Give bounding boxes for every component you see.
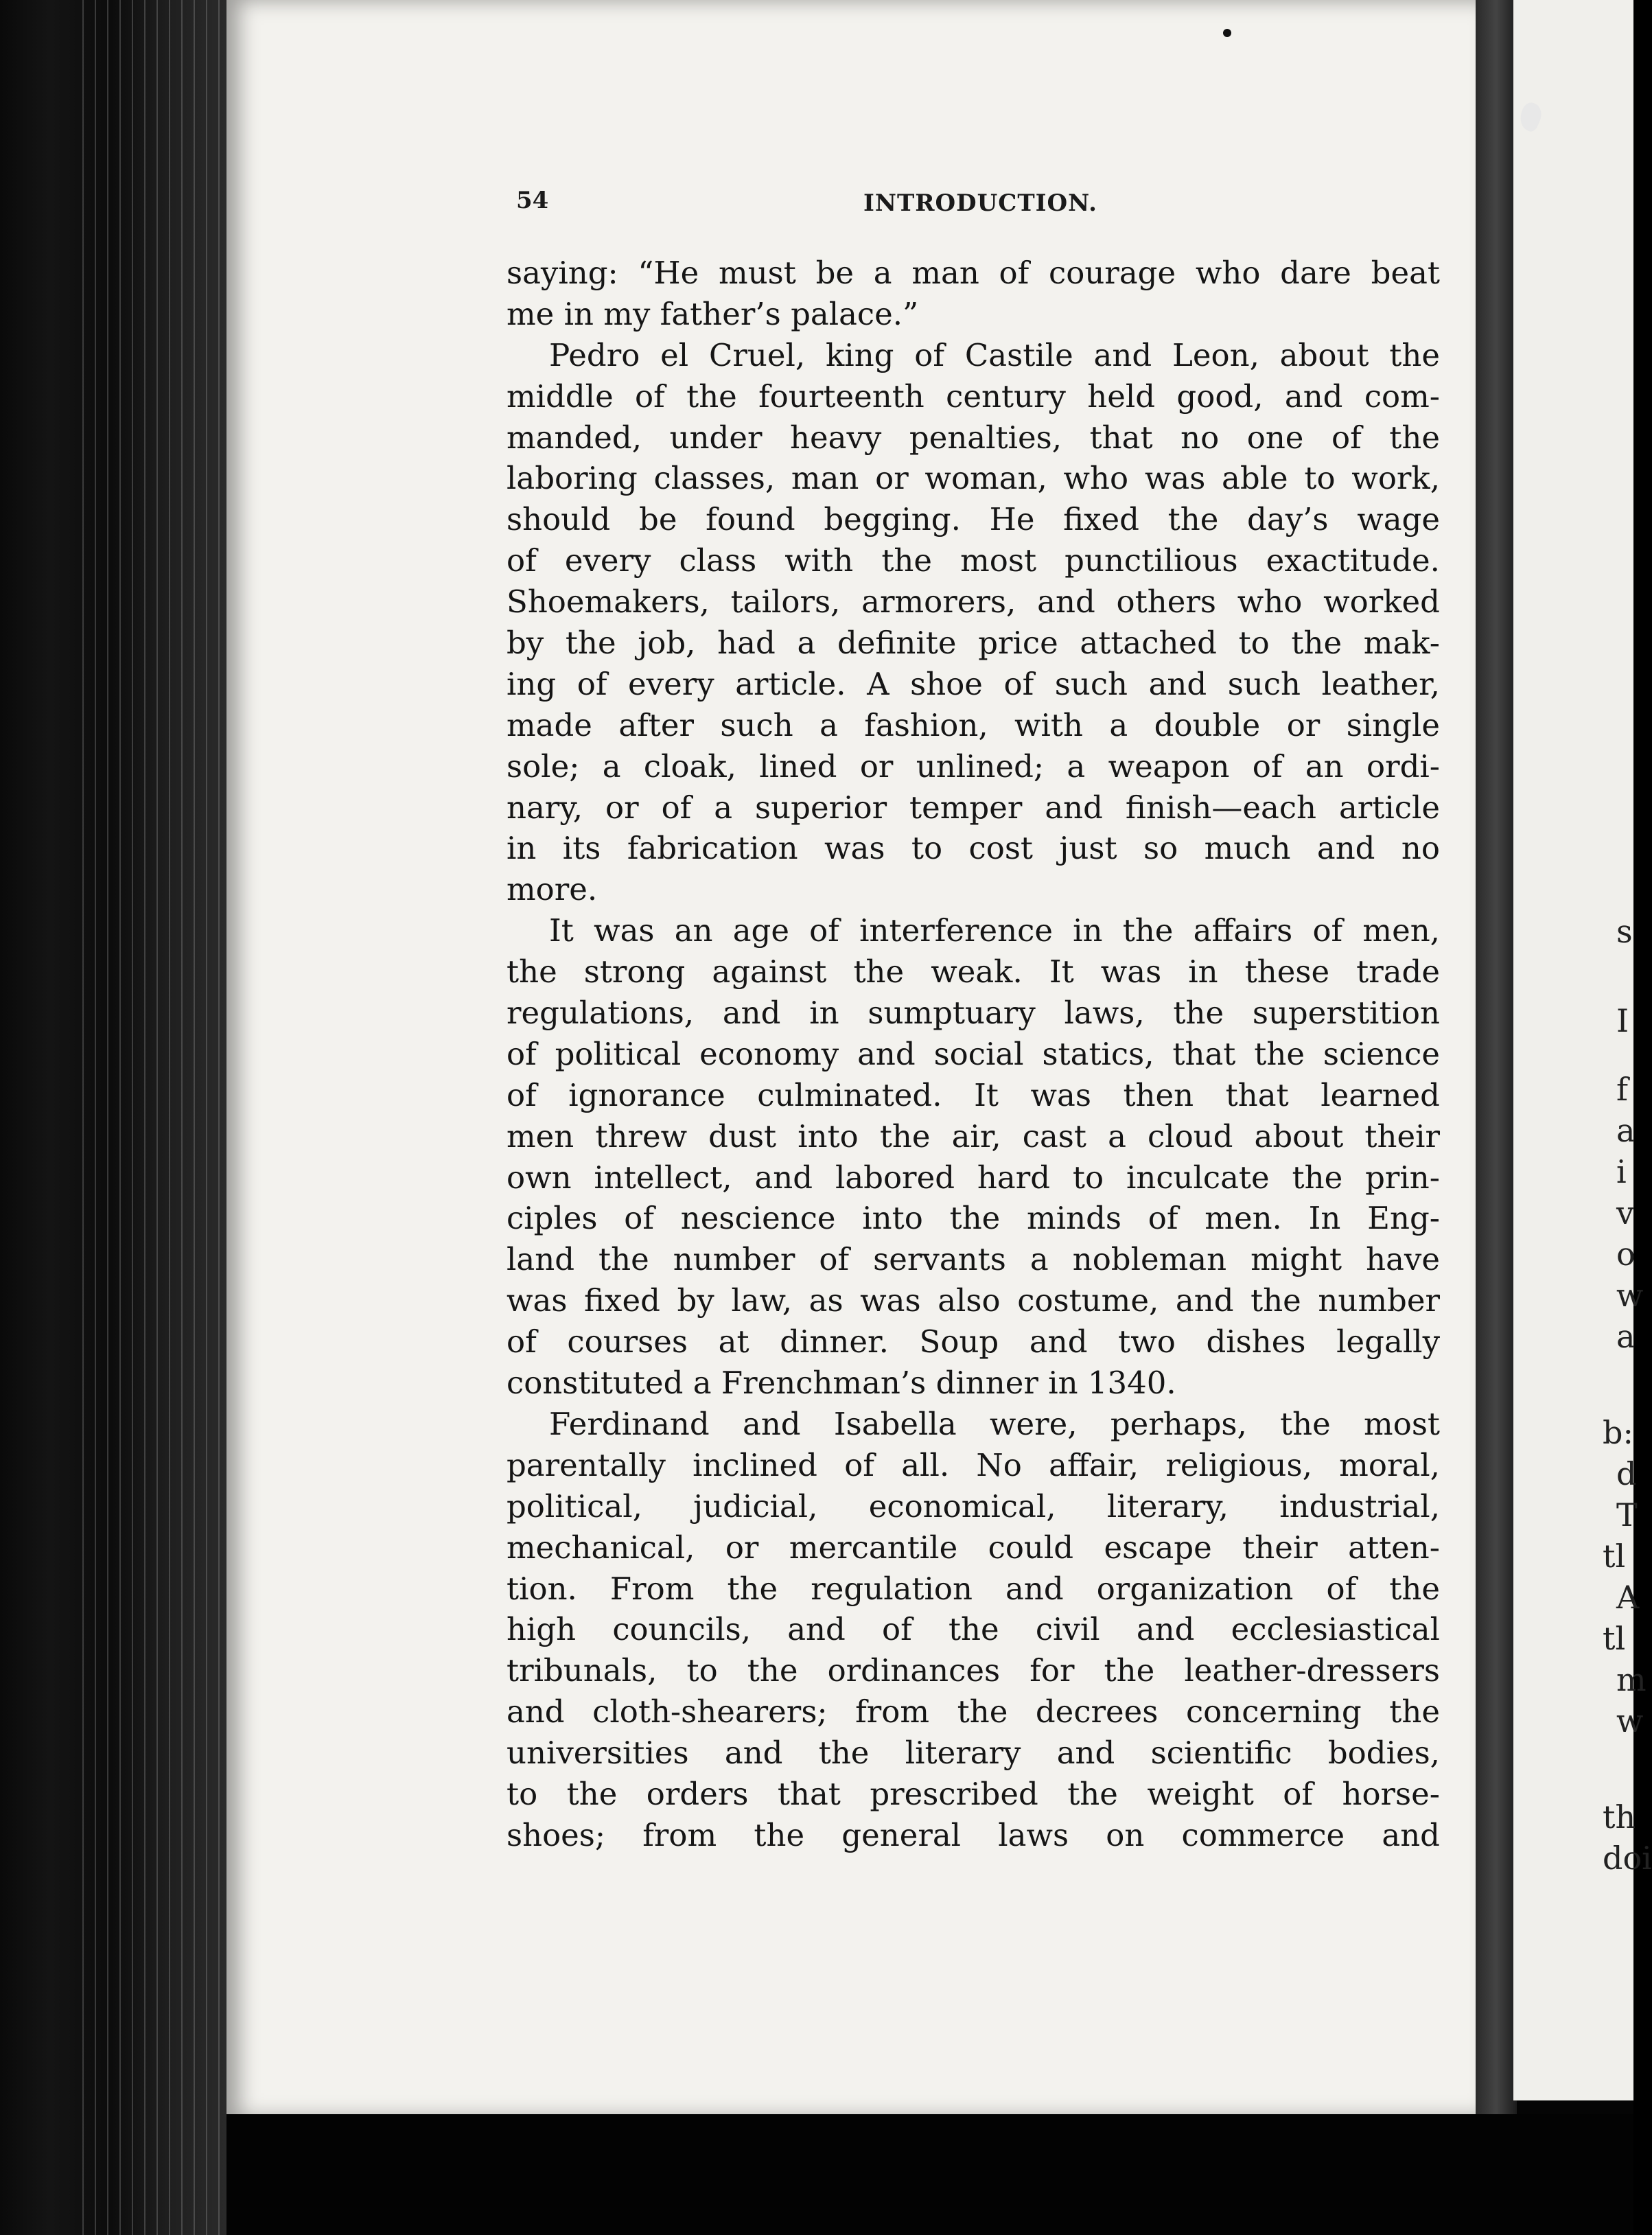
facing-page-fragment: w	[1616, 1702, 1644, 1739]
text-line: regulations, and in sumptuary laws, the superstition	[507, 995, 1440, 1032]
text-line: and cloth-shearers; from the decrees concerning the	[507, 1693, 1440, 1730]
text-line: was fixed by law, as was also costume, and the number	[507, 1282, 1440, 1319]
text-line: laboring classes, man or woman, who was able to work,	[507, 460, 1440, 497]
text-line: middle of the fourteenth century held good, and com-	[507, 378, 1440, 415]
facing-page-fragment: tl	[1603, 1538, 1626, 1575]
facing-page-fragment: d	[1616, 1455, 1637, 1492]
text-line: sole; a cloak, lined or unlined; a weapon of an ordi-	[507, 748, 1440, 785]
text-line: mechanical, or mercantile could escape their atten-	[507, 1529, 1440, 1566]
facing-page-fragment: doi	[1603, 1840, 1652, 1877]
facing-page-fragment: f	[1616, 1071, 1629, 1108]
page-edges	[82, 0, 247, 2235]
facing-page-fragment: a	[1616, 1318, 1636, 1355]
ink-speck	[1223, 29, 1231, 37]
text-line: political, judicial, economical, literary, industrial,	[507, 1487, 1440, 1525]
text-line: ciples of nescience into the minds of men. In Eng-	[507, 1200, 1440, 1237]
facing-page-fragment: v	[1616, 1194, 1634, 1231]
body-text	[507, 253, 1440, 1856]
text-line: ing of every article. A shoe of such and such leather,	[507, 665, 1440, 702]
text-line: high councils, and of the civil and ecclesiastical	[507, 1611, 1440, 1648]
text-line: manded, under heavy penalties, that no one of the	[507, 419, 1440, 456]
text-line: nary, or of a superior temper and finish—each article	[507, 789, 1440, 826]
facing-page-fragment: m	[1616, 1661, 1647, 1698]
facing-page-fragment: T	[1616, 1496, 1638, 1533]
text-line: Ferdinand and Isabella were, perhaps, the most	[549, 1405, 1440, 1442]
text-line: It was an age of interference in the affairs of men,	[549, 912, 1440, 949]
text-line: should be found begging. He fixed the day’s wage	[507, 501, 1440, 538]
text-line: of political economy and social statics, that the science	[507, 1035, 1440, 1072]
facing-page-fragment: o	[1616, 1236, 1636, 1273]
facing-page-fragment: i	[1616, 1153, 1627, 1190]
text-line: land the number of servants a nobleman might have	[507, 1241, 1440, 1278]
text-line: of courses at dinner. Soup and two dishes legally	[507, 1323, 1440, 1360]
running-head: INTRODUCTION.	[863, 189, 1097, 217]
facing-page-fragment: I	[1616, 1002, 1629, 1039]
bottom-shadow	[226, 2114, 1633, 2235]
page-number: 54	[516, 187, 549, 214]
text-line: universities and the literary and scientific bodies,	[507, 1735, 1440, 1772]
facing-page-fragment: a	[1616, 1112, 1636, 1149]
gutter-shadow	[1476, 0, 1517, 2118]
facing-page-fragment: s	[1616, 913, 1633, 950]
text-line: constituted a Frenchman’s dinner in 1340.	[507, 1365, 1176, 1402]
text-line: to the orders that prescribed the weight of horse-	[507, 1775, 1440, 1812]
facing-page-fragment: w	[1616, 1277, 1644, 1314]
text-line: tribunals, to the ordinances for the leather-dressers	[507, 1652, 1440, 1689]
text-line: more.	[507, 871, 598, 908]
text-line: shoes; from the general laws on commerce and	[507, 1816, 1440, 1853]
text-line: the strong against the weak. It was in these trade	[507, 953, 1440, 991]
text-line: made after such a fashion, with a double or single	[507, 706, 1440, 743]
text-line: Pedro el Cruel, king of Castile and Leon, about the	[549, 336, 1440, 373]
text-line: men threw dust into the air, cast a cloud about their	[507, 1118, 1440, 1155]
facing-page-fragment: tl	[1603, 1620, 1626, 1657]
text-line: of ignorance culminated. It was then that learned	[507, 1076, 1440, 1113]
text-line: by the job, had a definite price attached to the mak-	[507, 625, 1440, 662]
facing-page-fragment: b:	[1603, 1414, 1633, 1451]
text-line: own intellect, and labored hard to inculcate the prin-	[507, 1159, 1440, 1196]
facing-page-fragment: th	[1603, 1798, 1636, 1836]
text-line: of every class with the most punctilious exactitude.	[507, 542, 1440, 579]
facing-page-fragment: A	[1616, 1579, 1640, 1616]
text-line: saying: “He must be a man of courage who dare beat	[507, 255, 1440, 291]
text-line: in its fabrication was to cost just so much and no	[507, 830, 1440, 867]
text-line: parentally inclined of all. No affair, religious, moral,	[507, 1446, 1440, 1483]
facing-page	[1513, 0, 1652, 2100]
text-line: tion. From the regulation and organization of the	[507, 1570, 1440, 1607]
text-line: me in my father’s palace.”	[507, 295, 919, 332]
text-line: Shoemakers, tailors, armorers, and others who worked	[507, 583, 1440, 621]
